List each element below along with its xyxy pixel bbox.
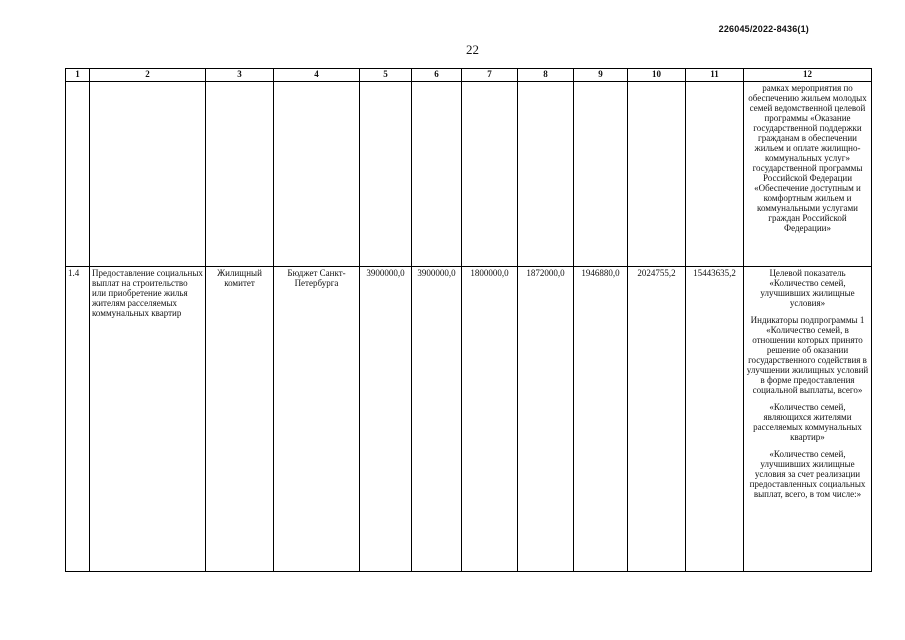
- page-number: 22: [466, 42, 479, 57]
- measure-name: Предоставление социальных выплат на строительство или приобретение жилья жителям расселяемых коммунальных квартир: [90, 267, 206, 572]
- col-header-9: 9: [574, 69, 628, 82]
- indicator-3: «Количество семей, улучшивших жилищные условия за счет реализации предоставленных социальных выплат, всего, в том числе:»: [749, 449, 866, 499]
- continued-indicator-text: рамках мероприятия по обеспечению жильем молодых семей ведомственной целевой программы «Оказание государственной поддержки гражданам в обеспечении жильем и оплате жилищно-коммунальных услуг» государственной программы Российской Федерации «Обеспечение доступным и комфортным жильем и коммунальными услугами граждан Российской Федерации»: [744, 82, 872, 267]
- target-indicator: Целевой показатель «Количество семей, улучшивших жилищные условия»: [760, 268, 855, 308]
- value-col6: 3900000,0: [412, 267, 462, 572]
- indicator-2: «Количество семей, являющихся жителями расселяемых коммунальных квартир»: [753, 402, 862, 442]
- funding-source: Бюджет Санкт-Петербурга: [274, 267, 360, 572]
- col-header-11: 11: [686, 69, 744, 82]
- indicator-1: «Количество семей, в отношении которых принято решение об оказании государственного содействия в улучшении жилищных условий в форме предоставления социальной выплаты, всего»: [746, 325, 869, 395]
- col-header-3: 3: [206, 69, 274, 82]
- table-row: [66, 267, 872, 572]
- program-table: [65, 68, 872, 572]
- col-header-12: 12: [744, 69, 872, 82]
- value-col5: 3900000,0: [360, 267, 412, 572]
- col-header-1: 1: [66, 69, 90, 82]
- header-row: [66, 69, 872, 82]
- table-row-continued: [66, 82, 872, 267]
- col-header-4: 4: [274, 69, 360, 82]
- col-header-6: 6: [412, 69, 462, 82]
- col-header-5: 5: [360, 69, 412, 82]
- indicators-title: Индикаторы подпрограммы 1: [750, 315, 865, 325]
- row-number: 1.4: [66, 267, 90, 572]
- value-col10: 2024755,2: [628, 267, 686, 572]
- value-col11-total: 15443635,2: [686, 267, 744, 572]
- col-header-7: 7: [462, 69, 518, 82]
- document-number: 226045/2022-8436(1): [718, 24, 809, 34]
- value-col9: 1946880,0: [574, 267, 628, 572]
- value-col8: 1872000,0: [518, 267, 574, 572]
- col-header-2: 2: [90, 69, 206, 82]
- col-header-8: 8: [518, 69, 574, 82]
- executor: Жилищный комитет: [206, 267, 274, 572]
- col-header-10: 10: [628, 69, 686, 82]
- value-col7: 1800000,0: [462, 267, 518, 572]
- indicators-cell: [744, 267, 872, 572]
